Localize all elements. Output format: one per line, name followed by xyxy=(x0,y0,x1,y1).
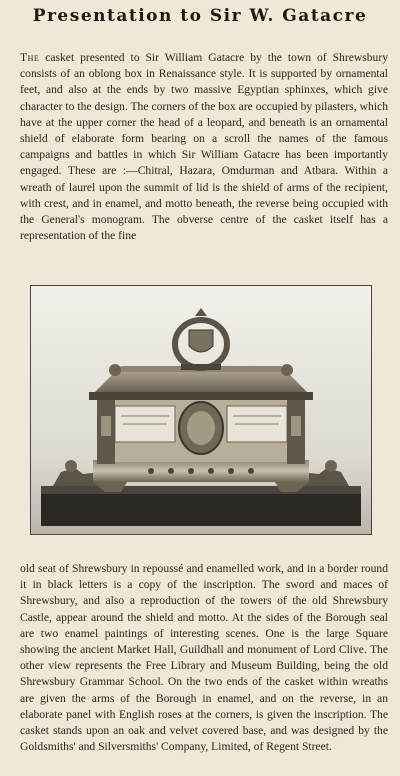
paragraph-intro-text: casket presented to Sir William Gatacre by the town of Shrewsbury consists of an oblong box in Renaissance style. It is supported by ornamental feet, and also at the ends by two massive Egyptian sphinxes, which give character to the design. The corners of the box are occupied by pilasters, which have at the upper corner the head of a leopard, and beneath is an ornamental shield of elaborate form bearing on a scroll the names of the famous campaigns and battles in which Sir William Gatacre has been importantly engaged. These are :—Chitral, Hazara, Omdurman and Atbara. Within a wreath of laurel upon the summit of lid is the shield of arms of the recipient, with crest, and in enamel, and motto beneath, the reverse being occupied with the General's monogram. The obverse centre of the casket itself has a representation of the fine xyxy=(20,51,388,243)
casket-illustration xyxy=(30,285,372,535)
casket-engraving xyxy=(31,286,371,534)
paragraph-intro xyxy=(20,50,388,244)
paragraph-description: old seat of Shrewsbury in repoussé and enamelled work, and in a border round it in black letters is a copy of the inscription. The sword and maces of Shrewsbury, and also a reproduction of the towers of the old Shrewsbury Castle, appear around the shield and motto. At the sides of the Borough seal are two enamel paintings of interesting scenes. One is the large Square showing the ancient Market Hall, Guildhall and monument of Lord Clive. The other view represents the Free Library and Museum Building, being the old Shrewsbury Grammar School. On the two ends of the casket within wreaths are given the arms of the Borough in enamel, and on the reverse, in an elaborate panel with English roses at the corners, is given the inscription. The casket stands upon an oak and velvet covered base, and was designed by the Goldsmiths' and Silversmiths' Company, Limited, of Regent Street. xyxy=(20,562,388,754)
article-title: Presentation to Sir W. Gatacre xyxy=(32,6,368,26)
lead-word: The xyxy=(20,51,40,64)
